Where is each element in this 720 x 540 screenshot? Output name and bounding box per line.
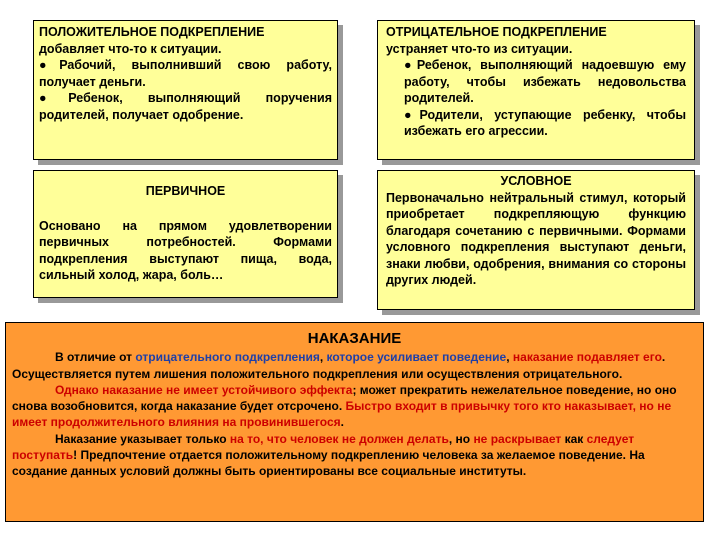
primary-title: ПЕРВИЧНОЕ [145,184,226,198]
bullet-icon: ● [404,58,417,72]
punishment-box [5,322,704,522]
punishment-title: НАКАЗАНИЕ [307,330,402,347]
negative-item-1: ●Ребенок, выполняющий надоевшую ему работу, чтобы избежать недовольства родителей. [404,58,686,105]
positive-item-1: ●Рабочий, выполнивший свою работу, получает деньги. [39,58,332,89]
primary-reinforcement-box [33,170,338,298]
bullet-icon: ● [39,58,60,72]
positive-item-2: ●Ребенок, выполняющий поручения родителей, получает одобрение. [39,91,332,122]
conditional-title: УСЛОВНОЕ [500,174,572,188]
bullet-icon: ● [404,107,420,122]
bullet-icon: ● [39,91,69,105]
punishment-paragraph-1: В отличие от отрицательного подкрепления, которое усиливает поведение, наказание подавляет его. Осуществляется путем лишения положительного подкрепления или осуществления отрицательного. [12,350,666,381]
negative-title: ОТРИЦАТЕЛЬНОЕ ПОДКРЕПЛЕНИЕ [386,25,607,39]
negative-item-2: ●Родители, уступающие ребенку, чтобы избежать его агрессии. [404,107,686,138]
negative-reinforcement-box [377,20,695,160]
primary-text: Основано на прямом удовлетворении первичных потребностей. Формами подкрепления выступают пища, вода, сильный холод, жара, боль… [39,218,332,282]
conditional-reinforcement-box [377,170,695,310]
positive-intro: добавляет что-то к ситуации. [39,41,222,56]
punishment-paragraph-3: Наказание указывает только на то, что человек не должен делать, но не раскрывает как следует поступать! Предпочтение отдается положительному подкреплению человека за желаемое поведение. На создание данных условий должны быть ориентированы все социальные институты. [12,431,645,479]
positive-reinforcement-box [33,20,338,160]
positive-title: ПОЛОЖИТЕЛЬНОЕ ПОДКРЕПЛЕНИЕ [39,25,265,39]
conditional-text: Первоначально нейтральный стимул, который приобретает подкрепляющую функцию благодаря сочетанию с первичными. Формами условного подкрепления выступают деньги, знаки любви, одобрения, внимания со стороны других людей. [386,190,686,287]
negative-intro: устраняет что-то из ситуации. [386,41,573,56]
punishment-paragraph-2: Однако наказание не имеет устойчивого эффекта; может прекратить нежелательное поведение, но оно снова возобновится, когда наказание будет отсрочено. Быстро входит в привычку того кто наказывает, но не имеет продолжительного влияния на провинившегося. [12,382,677,430]
